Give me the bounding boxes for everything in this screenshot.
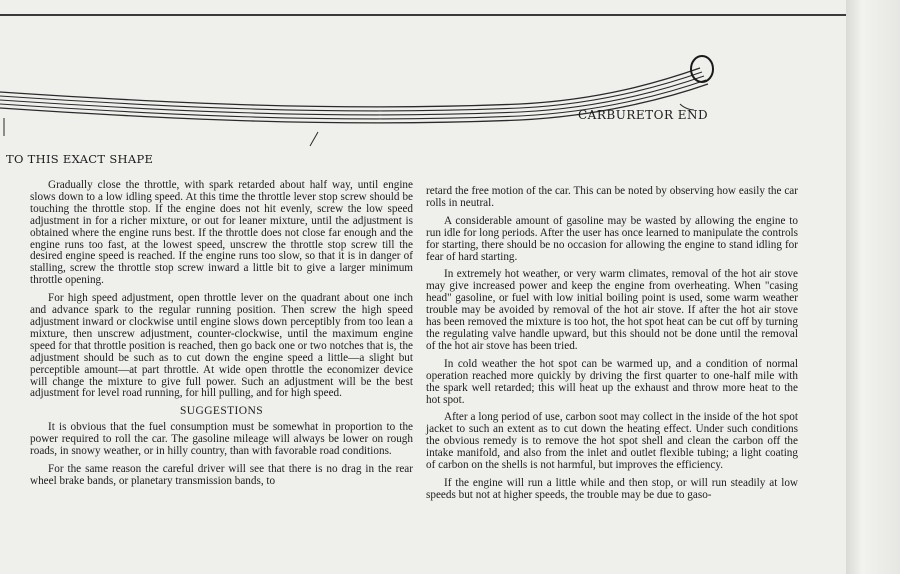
right-column [426,186,798,508]
paragraph: A considerable amount of gasoline may be wasted by allowing the engine to run idle for long periods. After the user has once learned to manipulate the controls for starting, there should be no occasion for allowing the engine to stand idling for fear of hard starting. [426,214,798,263]
carburetor-end-label: CARBURETOR END [578,108,709,122]
tube-drawing [0,0,900,160]
exact-shape-label: TO THIS EXACT SHAPE [6,152,154,166]
paragraph: Gradually close the throttle, with spark retarded about half way, until engine slows down to a low idling speed. At this time the throttle lever stop screw should be touching the throttle stop. If the engine does not hit evenly, screw the low speed adjustment in for a richer mixture, or out for leaner mixture, until the adjustment is obtained where the engine runs best. If the throttle does not close far enough and the engine runs too fast, at the lowest speed, unscrew the throttle stop screw till the desired engine speed is reached. If the engine runs too slow, so that it is in danger of stalling, screw the throttle stop screw inward a little bit to give a larger minimum throttle opening. [30,179,413,287]
paragraph: After a long period of use, carbon soot may collect in the inside of the hot spot jacket to such an extent as to cut down the heating effect. Under such conditions the obvious remedy is to remove the hot spot shell and clean the carbon off the intake manifold, and also from the inlet and outlet flexible tubing; a light coating of carbon on the shells is not harmful, but improves the efficiency. [426,411,798,472]
scanned-page-edge [846,0,900,574]
paragraph: It is obvious that the fuel consumption must be somewhat in proportion to the power required to roll the car. The gasoline mileage will always be lower on rough roads, in snowy weather, or in hilly country, than with favorable road conditions. [30,421,413,458]
suggestions-heading: SUGGESTIONS [180,405,263,418]
paragraph: For the same reason the careful driver will see that there is no drag in the rear wheel brake bands, or planetary transmission bands, to [30,462,413,487]
paragraph: retard the free motion of the car. This can be noted by observing how easily the car rolls in neutral. [426,185,798,209]
paragraph: In extremely hot weather, or very warm climates, removal of the hot air stove may give increased power and keep the engine from overheating. When "casing head" gasoline, or fuel with low initial boiling point is used, some warm weather trouble may be avoided by removal of the hot air stove. If after the hot air stove has been removed the mixture is too hot, the hot spot heat can be cut off by turning the regulating valve handle upward, but this should not be done until the removal of the hot air stove has been tried. [426,268,798,352]
left-column [30,180,413,494]
paragraph: In cold weather the hot spot can be warmed up, and a condition of normal operation reached more quickly by driving the first quarter to one-half mile with the spark well retarded; this will heat up the exhaust and throw more heat to the hot spot. [426,357,798,406]
paragraph: If the engine will run a little while and then stop, or will run steadily at low speeds but not at higher speeds, the trouble may be due to gaso- [426,476,798,501]
paragraph: For high speed adjustment, open throttle lever on the quadrant about one inch and advance spark to the regular running position. Then screw the high speed adjustment inward or clockwise until engine slows down perceptibly from too lean a mixture, then unscrew adjustment, counter-clockwise, until the maximum engine speed for that throttle position is reached, then go back one or two notches that is, the adjustment should be such as to cut down the engine speed a little—a slight but perceptible amount—at part throttle. At wide open throttle the economizer device will change the mixture to give full power. Such an adjustment will be the best adjustment for level road running, for hill pulling, and for high speed. [30,292,413,400]
